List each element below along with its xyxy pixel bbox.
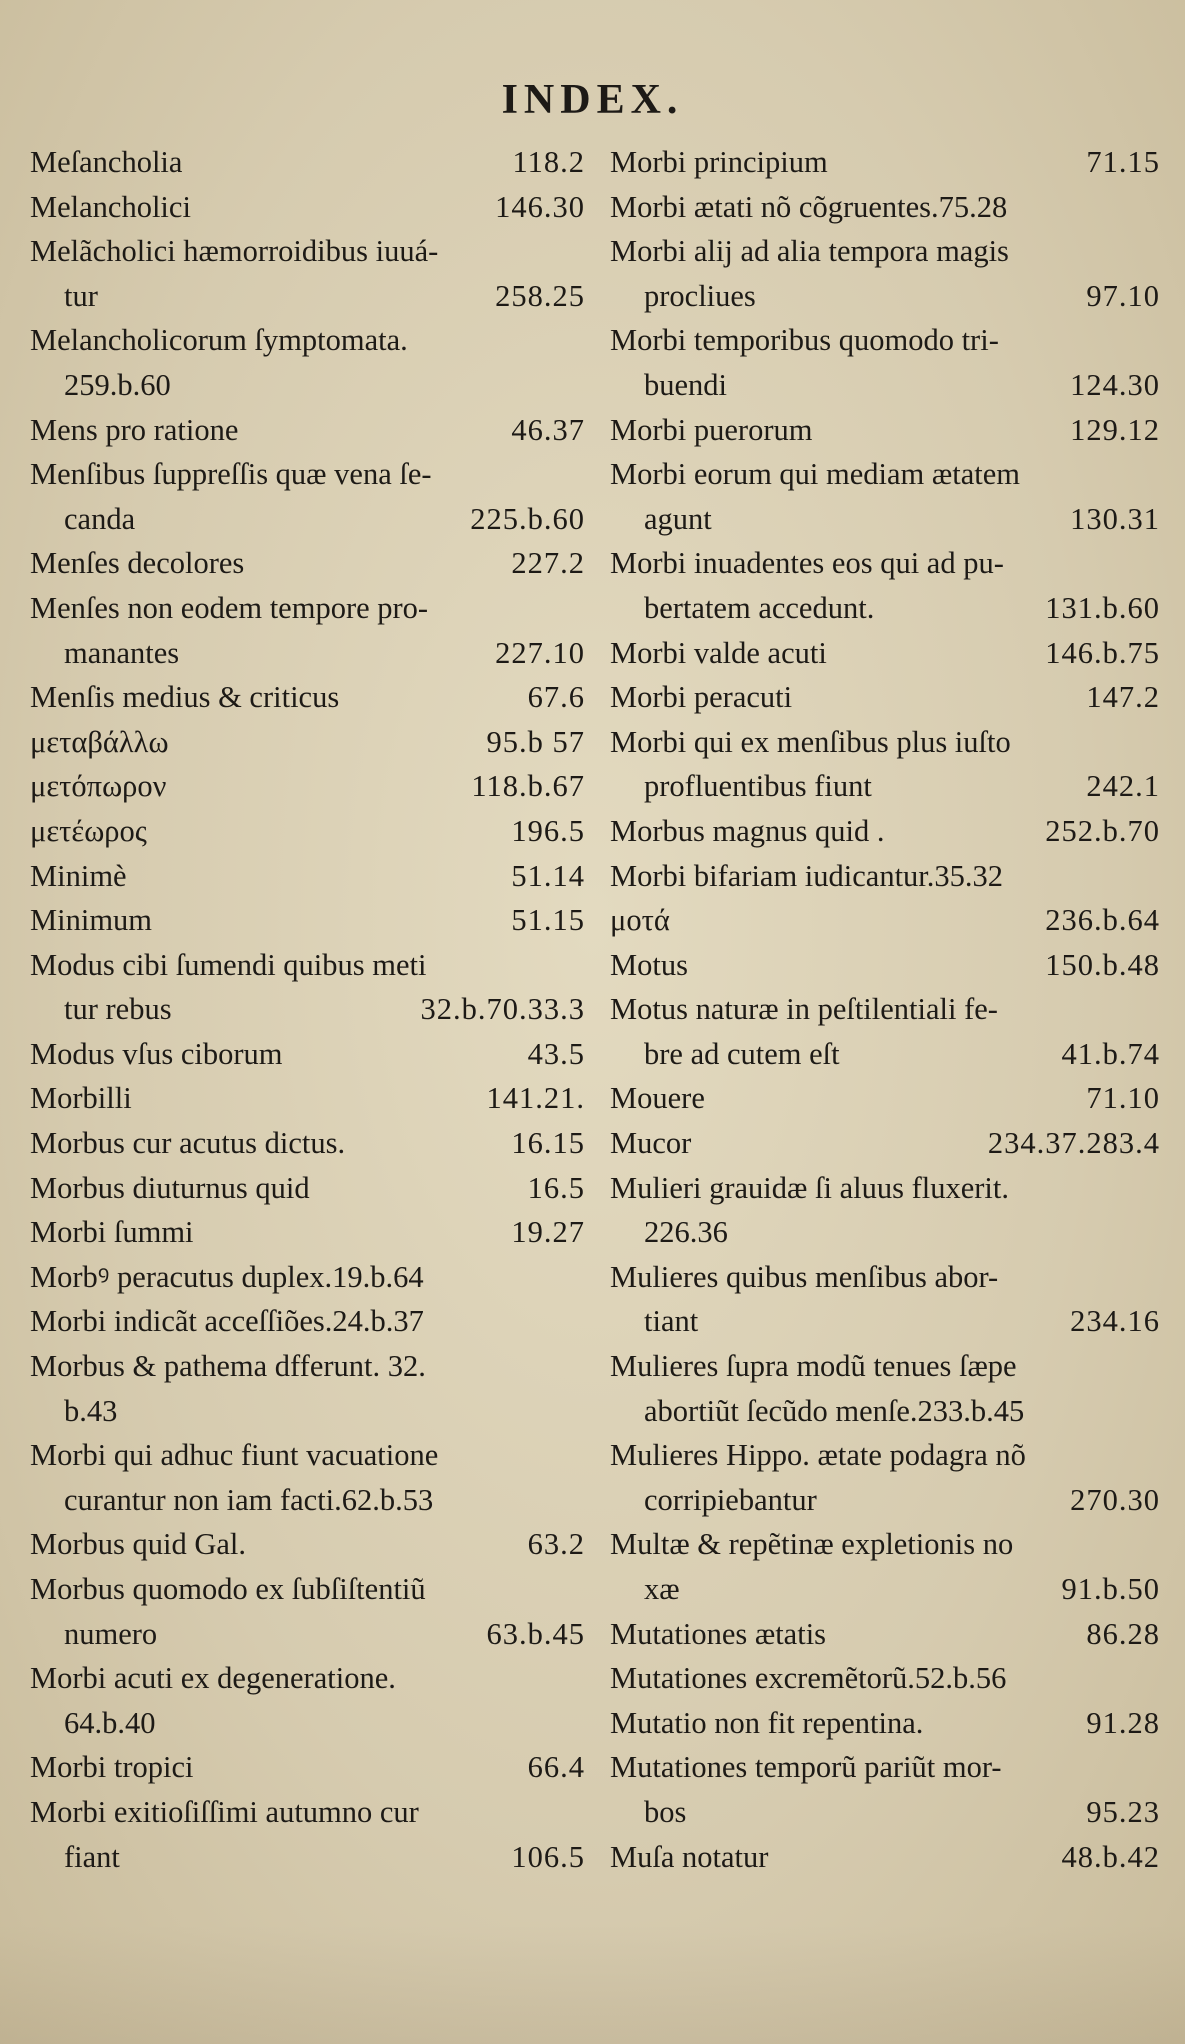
index-entry (30, 898, 585, 943)
index-entry-continuation (610, 1478, 1160, 1523)
entry-page-ref: 234.16 (1070, 1304, 1160, 1339)
index-entry (610, 1166, 1160, 1255)
index-entry-continuation (610, 1790, 1160, 1835)
index-entry-line (30, 452, 585, 497)
index-entry (610, 675, 1160, 720)
entry-term: Mutationes excremẽtorũ.52.b.56 (610, 1661, 1007, 1696)
index-entry (610, 943, 1160, 988)
index-entry (610, 898, 1160, 943)
entry-page-ref (1148, 720, 1160, 765)
index-entry-line (30, 898, 585, 943)
entry-term: Morbi indicãt acceſſiões.24.b.37 (30, 1304, 424, 1339)
index-entry-line (30, 809, 585, 854)
entry-term: manantes (64, 635, 180, 670)
index-entry (30, 1522, 585, 1567)
index-entry (610, 987, 1160, 1076)
entry-page-ref (1148, 452, 1160, 497)
entry-page-ref: 106.5 (511, 1839, 585, 1874)
index-entry-continuation (610, 1032, 1160, 1077)
index-entry (30, 1210, 585, 1255)
index-entry (30, 1255, 585, 1300)
index-entry-line (30, 1656, 585, 1701)
entry-term: Morbi alij ad alia tempora magis (610, 234, 1009, 269)
entry-term: fiant (64, 1839, 120, 1874)
entry-page-ref: 258.25 (495, 278, 585, 313)
index-entry (30, 452, 585, 541)
entry-page-ref (1148, 987, 1160, 1032)
entry-page-ref (573, 318, 585, 363)
entry-term: Mutationes temporũ pariũt mor- (610, 1750, 1002, 1785)
entry-term: 64.b.40 (64, 1705, 156, 1740)
entry-page-ref (573, 1433, 585, 1478)
entry-term: procliues (644, 278, 756, 313)
entry-term: Melancholici (30, 189, 191, 224)
entry-term: Morbꝰ peracutus duplex.19.b.64 (30, 1259, 424, 1294)
index-entry-continuation (30, 987, 585, 1032)
entry-page-ref: 43.5 (527, 1036, 585, 1071)
index-entry (610, 1656, 1160, 1701)
index-entry-continuation (610, 1389, 1160, 1434)
entry-page-ref (1148, 1255, 1160, 1300)
index-entry-line (30, 1790, 585, 1835)
entry-page-ref (1148, 318, 1160, 363)
index-entry-line (30, 1433, 585, 1478)
entry-term: Morbi principium (610, 145, 828, 179)
entry-term: Mulieres ſupra modũ tenues ſæpe (610, 1349, 1017, 1384)
index-entry (30, 1745, 585, 1790)
index-entry-line (30, 1745, 585, 1790)
index-entry (30, 185, 585, 230)
entry-term: buendi (644, 367, 728, 402)
index-entry (30, 1656, 585, 1745)
entry-page-ref: 196.5 (511, 813, 585, 848)
entry-page-ref: 124.30 (1070, 367, 1160, 402)
index-entry-line (30, 1255, 585, 1300)
entry-term: abortiũt ſecũdo menſe.233.b.45 (644, 1393, 1025, 1428)
entry-page-ref: 51.14 (511, 858, 585, 893)
index-entry (610, 854, 1160, 899)
index-entry-continuation (30, 1389, 585, 1434)
entry-page-ref: 270.30 (1070, 1482, 1160, 1517)
index-entry-line (610, 631, 1160, 676)
entry-page-ref: 118.2 (512, 145, 585, 179)
index-entry (610, 1612, 1160, 1657)
index-entry (610, 140, 1160, 185)
index-entry (610, 1522, 1160, 1611)
index-entry-line (610, 1656, 1160, 1701)
entry-page-ref: 225.b.60 (470, 501, 585, 536)
index-entry (610, 185, 1160, 230)
entry-page-ref: 141.21. (486, 1081, 585, 1116)
index-entry-line (30, 1522, 585, 1567)
entry-page-ref: 19.27 (511, 1215, 585, 1250)
entry-page-ref (573, 943, 585, 988)
index-entry (610, 1745, 1160, 1834)
index-entry-line (30, 541, 585, 586)
index-entry-line (610, 1701, 1160, 1746)
entry-page-ref: 71.15 (1086, 145, 1160, 179)
index-entry-continuation (610, 586, 1160, 631)
index-entry (610, 1255, 1160, 1344)
entry-term: profluentibus fiunt (644, 769, 872, 804)
index-entry-line (610, 229, 1160, 274)
index-entry (30, 318, 585, 407)
index-entry-continuation (610, 497, 1160, 542)
entry-term: bre ad cutem eſt (644, 1036, 840, 1071)
index-column-right (610, 140, 1160, 1879)
entry-term: Morbi exitioſiſſimi autumno cur (30, 1794, 419, 1829)
index-entry (610, 452, 1160, 541)
entry-term: Minimum (30, 903, 153, 938)
entry-page-ref: 71.10 (1086, 1081, 1160, 1116)
entry-page-ref (1148, 541, 1160, 586)
index-entry-line (30, 720, 585, 765)
entry-term: xæ (644, 1572, 680, 1606)
entry-page-ref (1148, 1166, 1160, 1211)
entry-term: bertatem accedunt. (644, 590, 875, 625)
index-entry-line (610, 318, 1160, 363)
entry-term: Morbi acuti ex degeneratione. (30, 1661, 396, 1696)
entry-page-ref: 147.2 (1086, 680, 1160, 715)
index-entry-line (30, 1344, 585, 1389)
entry-term: Morbus quid Gal. (30, 1527, 247, 1562)
entry-page-ref (1148, 1433, 1160, 1478)
entry-term: canda (64, 501, 136, 536)
index-entry-line (610, 1522, 1160, 1567)
index-entry-continuation (30, 274, 585, 319)
index-entry (610, 318, 1160, 407)
entry-page-ref (1148, 1522, 1160, 1567)
index-entry-line (610, 452, 1160, 497)
entry-page-ref: 86.28 (1086, 1616, 1160, 1651)
entry-term: Morbi tropici (30, 1750, 194, 1785)
index-entry-line (610, 185, 1160, 230)
index-entry (30, 1121, 585, 1166)
entry-page-ref (573, 1299, 585, 1344)
entry-page-ref (573, 1790, 585, 1835)
index-entry (30, 1344, 585, 1433)
entry-term: Modus vſus ciborum (30, 1036, 283, 1071)
entry-page-ref: 66.4 (527, 1750, 585, 1785)
entry-term: bos (644, 1794, 687, 1829)
index-entry-line (30, 229, 585, 274)
index-entry-line (610, 140, 1160, 185)
page-title: INDEX. (501, 77, 684, 123)
index-entry-line (610, 720, 1160, 765)
page-bottom-margin (0, 1924, 1185, 2044)
entry-page-ref (573, 1701, 585, 1746)
entry-term: Menſes decolores (30, 546, 245, 581)
entry-page-ref (573, 1344, 585, 1389)
entry-term: Morbi bifariam iudicantur.35.32 (610, 858, 1004, 893)
entry-page-ref: 91.28 (1086, 1705, 1160, 1740)
index-entry (610, 1701, 1160, 1746)
entry-page-ref: 252.b.70 (1045, 813, 1160, 848)
entry-term: Morbus & pathema dfferunt. 32. (30, 1349, 426, 1384)
index-entry-continuation (610, 1299, 1160, 1344)
index-entry-line (610, 1745, 1160, 1790)
entry-term: Menſes non eodem tempore pro- (30, 590, 429, 625)
index-entry-continuation (610, 363, 1160, 408)
entry-page-ref: 32.b.70.33.3 (420, 992, 585, 1027)
entry-term: Muſa notatur (610, 1839, 769, 1874)
entry-page-ref (1148, 1656, 1160, 1701)
entry-page-ref: 129.12 (1070, 412, 1160, 447)
entry-page-ref: 236.b.64 (1045, 903, 1160, 938)
entry-page-ref: 146.30 (495, 189, 585, 224)
entry-page-ref: 150.b.48 (1045, 947, 1160, 982)
entry-term: Mulieri grauidæ ſi aluus fluxerit. (610, 1170, 1009, 1205)
entry-page-ref: 146.b.75 (1045, 635, 1160, 670)
index-entry-line (30, 675, 585, 720)
entry-term: Menſibus ſuppreſſis quæ vena ſe- (30, 457, 432, 492)
index-entry-continuation (30, 1478, 585, 1523)
entry-page-ref: 95.23 (1086, 1794, 1160, 1829)
entry-term: Morbi ætati nõ cõgruentes.75.28 (610, 189, 1008, 224)
entry-page-ref (573, 1567, 585, 1612)
index-entry-line (610, 1344, 1160, 1389)
entry-page-ref (573, 363, 585, 408)
index-entry-line (30, 185, 585, 230)
entry-term: Melãcholici hæmorroidibus iuuá- (30, 234, 439, 269)
entry-term: Mens pro ratione (30, 412, 239, 447)
entry-page-ref: 95.b 57 (486, 724, 585, 759)
entry-page-ref: 130.31 (1070, 501, 1160, 536)
entry-term: Multæ & repẽtinæ expletionis no (610, 1527, 1014, 1562)
entry-page-ref (573, 586, 585, 631)
index-entry (30, 1433, 585, 1522)
index-entry-line (30, 943, 585, 988)
index-entry-line (610, 809, 1160, 854)
entry-term: Morbi inuadentes eos qui ad pu- (610, 546, 1004, 581)
index-column-left (30, 140, 585, 1879)
entry-page-ref: 242.1 (1086, 769, 1160, 804)
index-entry-line (610, 1612, 1160, 1657)
index-entry (30, 1032, 585, 1077)
index-entry-line (30, 764, 585, 809)
entry-term: Morbus magnus quid . (610, 813, 885, 848)
index-entry-line (30, 408, 585, 453)
index-entry-line (30, 1567, 585, 1612)
index-entry-line (610, 1255, 1160, 1300)
entry-page-ref: 41.b.74 (1061, 1036, 1160, 1071)
entry-page-ref: 51.15 (511, 903, 585, 938)
index-entry (610, 1344, 1160, 1433)
index-entry (30, 1299, 585, 1344)
index-entry-continuation (30, 363, 585, 408)
entry-page-ref: 91.b.50 (1061, 1572, 1160, 1606)
index-entry (30, 1567, 585, 1656)
entry-page-ref: 16.15 (511, 1126, 585, 1161)
entry-page-ref (573, 229, 585, 274)
index-entry (610, 720, 1160, 809)
index-entry (610, 229, 1160, 318)
index-entry-line (610, 1121, 1160, 1166)
entry-page-ref (1148, 1389, 1160, 1434)
index-entry (30, 720, 585, 765)
index-entry-continuation (610, 1567, 1160, 1612)
index-entry-line (30, 1121, 585, 1166)
entry-page-ref: 46.37 (511, 412, 585, 447)
index-entry-continuation (610, 274, 1160, 319)
index-entry (610, 1076, 1160, 1121)
index-entry-line (30, 140, 585, 185)
index-entry (610, 1121, 1160, 1166)
entry-page-ref: 227.2 (511, 546, 585, 581)
entry-term: Mulieres Hippo. ætate podagra nõ (610, 1438, 1026, 1473)
entry-term: 226.36 (644, 1215, 728, 1250)
entry-page-ref: 63.2 (527, 1527, 585, 1562)
index-entry (610, 1433, 1160, 1522)
entry-term: Morbilli (30, 1081, 132, 1116)
index-entry-line (30, 854, 585, 899)
index-entry-line (610, 1076, 1160, 1121)
entry-term: Mutatio non fit repentina. (610, 1705, 924, 1740)
entry-term: corripiebantur (644, 1482, 817, 1517)
index-entry (610, 809, 1160, 854)
entry-term: Morbi ſummi (30, 1215, 194, 1250)
entry-term: Morbi qui adhuc fiunt vacuatione (30, 1438, 439, 1473)
entry-page-ref (573, 1478, 585, 1523)
index-entry-continuation (30, 1701, 585, 1746)
entry-term: Morbus diuturnus quid (30, 1170, 310, 1205)
index-entry-line (610, 987, 1160, 1032)
entry-page-ref: 48.b.42 (1061, 1839, 1160, 1874)
entry-term: Melancholicorum ſymptomata. (30, 323, 408, 358)
entry-page-ref (1148, 1745, 1160, 1790)
entry-term: tiant (644, 1304, 699, 1339)
entry-term: Minimè (30, 858, 127, 893)
entry-term: agunt (644, 501, 712, 536)
entry-page-ref: 97.10 (1086, 278, 1160, 313)
entry-page-ref: 63.b.45 (486, 1616, 585, 1651)
index-entry (30, 1076, 585, 1121)
index-entry (30, 854, 585, 899)
index-entry-line (30, 1032, 585, 1077)
entry-page-ref (573, 1656, 585, 1701)
entry-page-ref (1148, 229, 1160, 274)
index-entry-line (30, 1210, 585, 1255)
entry-term: Morbi puerorum (610, 412, 813, 447)
entry-term: Meſancholia (30, 145, 183, 179)
entry-page-ref (573, 1255, 585, 1300)
index-entry-line (610, 1835, 1160, 1880)
entry-term: curantur non iam facti.62.b.53 (64, 1482, 434, 1517)
entry-term: Mutationes ætatis (610, 1616, 827, 1651)
entry-term: 259.b.60 (64, 367, 171, 402)
entry-page-ref: 16.5 (527, 1170, 585, 1205)
index-entry (30, 1166, 585, 1211)
entry-term: Morbi valde acuti (610, 635, 827, 670)
index-entry (610, 631, 1160, 676)
entry-term: Mulieres quibus menſibus abor- (610, 1259, 999, 1294)
index-entry (30, 809, 585, 854)
index-entry-line (610, 898, 1160, 943)
index-entry (610, 1835, 1160, 1880)
index-entry (610, 408, 1160, 453)
entry-page-ref: 67.6 (527, 680, 585, 715)
entry-page-ref: 131.b.60 (1045, 590, 1160, 625)
index-entry-line (610, 1433, 1160, 1478)
entry-term: Mouere (610, 1081, 705, 1116)
entry-term: tur rebus (64, 992, 172, 1027)
entry-term: Morbi qui ex menſibus plus iuſto (610, 724, 1011, 759)
entry-page-ref (1148, 185, 1160, 230)
index-entry-line (610, 1166, 1160, 1211)
entry-term: Menſis medius & criticus (30, 680, 340, 715)
index-entry-continuation (30, 1612, 585, 1657)
entry-term: μεταβάλλω (30, 724, 169, 759)
index-entry-line (610, 675, 1160, 720)
entry-term: numero (64, 1616, 158, 1651)
entry-page-ref (573, 452, 585, 497)
index-entry (30, 586, 585, 675)
index-entry (30, 140, 585, 185)
index-entry-continuation (610, 1210, 1160, 1255)
entry-term: Motus naturæ in peſtilentiali fe- (610, 992, 998, 1027)
index-entry-continuation (30, 497, 585, 542)
entry-term: b.43 (64, 1393, 118, 1428)
index-entry (610, 541, 1160, 630)
entry-page-ref (1148, 1344, 1160, 1389)
entry-page-ref: 227.10 (495, 635, 585, 670)
index-entry-continuation (30, 1835, 585, 1880)
index-entry-line (610, 854, 1160, 899)
entry-term: μοτά (610, 903, 670, 938)
index-entry (30, 1790, 585, 1879)
index-entry-line (30, 1076, 585, 1121)
entry-term: Mucor (610, 1126, 692, 1161)
index-entry (30, 943, 585, 1032)
index-entry-line (30, 1166, 585, 1211)
index-entry-continuation (30, 631, 585, 676)
entry-term: μετόπωρον (30, 769, 167, 804)
entry-page-ref: 234.37.283.4 (987, 1126, 1160, 1161)
entry-term: Morbus cur acutus dictus. (30, 1126, 346, 1161)
entry-term: Morbi temporibus quomodo tri- (610, 323, 999, 358)
entry-page-ref (1148, 854, 1160, 899)
index-entry-line (610, 408, 1160, 453)
entry-page-ref: 118.b.67 (471, 769, 585, 804)
index-entry-continuation (610, 764, 1160, 809)
index-entry-line (30, 1299, 585, 1344)
index-entry (30, 764, 585, 809)
index-entry-line (30, 318, 585, 363)
index-entry-line (610, 541, 1160, 586)
entry-page-ref (573, 1389, 585, 1434)
index-entry-line (30, 586, 585, 631)
entry-term: μετέωρος (30, 813, 147, 848)
entry-page-ref (1148, 1210, 1160, 1255)
entry-term: Morbus quomodo ex ſubſiſtentiũ (30, 1572, 426, 1606)
index-entry (30, 541, 585, 586)
entry-term: Motus (610, 947, 688, 982)
index-entry (30, 229, 585, 318)
index-entry (30, 408, 585, 453)
entry-term: tur (64, 278, 98, 313)
entry-term: Modus cibi ſumendi quibus meti (30, 947, 427, 982)
index-entry-line (610, 943, 1160, 988)
entry-term: Morbi peracuti (610, 680, 793, 715)
entry-term: Morbi eorum qui mediam ætatem (610, 457, 1020, 492)
index-entry (30, 675, 585, 720)
